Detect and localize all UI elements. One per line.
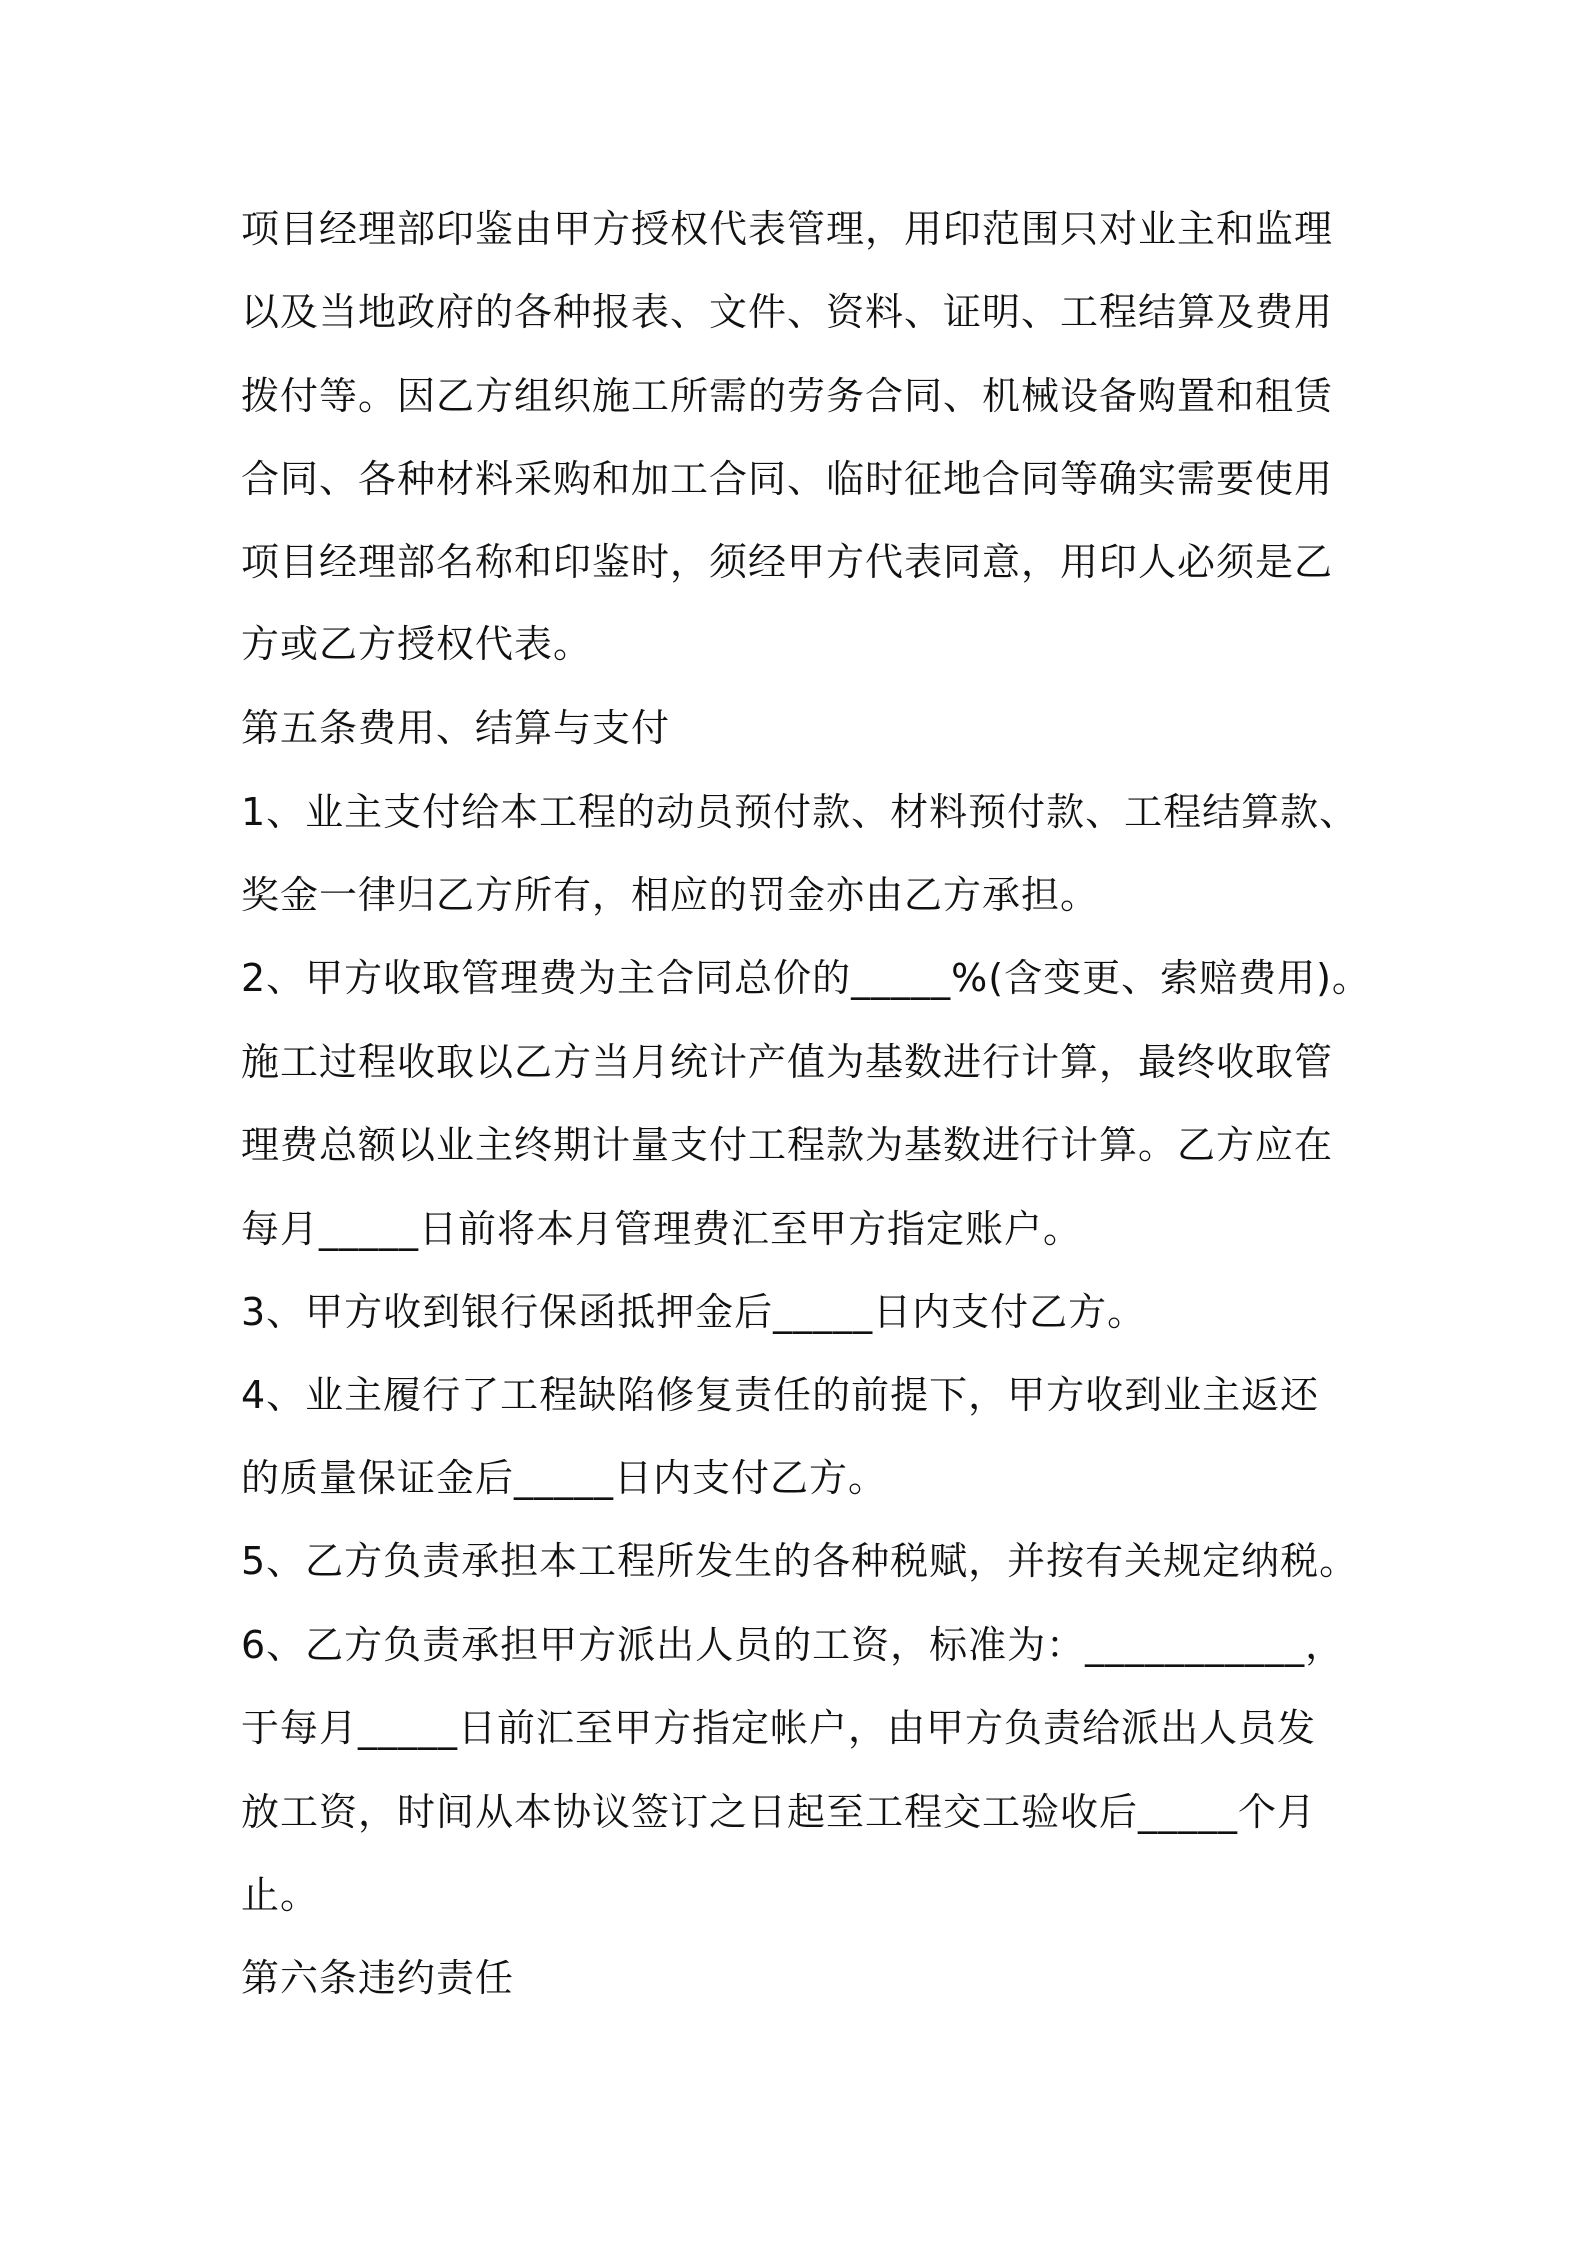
body-text-line: 以及当地政府的各种报表、文件、资料、证明、工程结算及费用 — [241, 290, 1334, 334]
body-text-line: 理费总额以业主终期计量支付工程款为基数进行计算。乙方应在 — [241, 1123, 1334, 1167]
body-text-line: 放工资，时间从本协议签订之日起至工程交工验收后_____个月 — [241, 1790, 1317, 1834]
body-text-line: 3、甲方收到银行保函抵押金后_____日内支付乙方。 — [241, 1290, 1147, 1334]
body-text-line: 于每月_____日前汇至甲方指定帐户，由甲方负责给派出人员发 — [241, 1706, 1317, 1750]
body-text-line: 合同、各种材料采购和加工合同、临时征地合同等确实需要使用 — [241, 457, 1334, 501]
body-text-line: 方或乙方授权代表。 — [241, 622, 593, 666]
body-text-line: 奖金一律归乙方所有，相应的罚金亦由乙方承担。 — [241, 873, 1100, 917]
body-text-line: 每月_____日前将本月管理费汇至甲方指定账户。 — [241, 1207, 1083, 1251]
body-text-line: 的质量保证金后_____日内支付乙方。 — [241, 1456, 888, 1500]
body-text-line: 4、业主履行了工程缺陷修复责任的前提下，甲方收到业主返还 — [241, 1373, 1320, 1417]
section-heading: 第五条费用、结算与支付 — [241, 706, 671, 750]
body-text-line: 6、乙方负责承担甲方派出人员的工资，标准为：___________， — [241, 1623, 1345, 1667]
body-text-line: 项目经理部印鉴由甲方授权代表管理，用印范围只对业主和监理 — [241, 207, 1334, 251]
body-text-line: 5、乙方负责承担本工程所发生的各种税赋，并按有关规定纳税。 — [241, 1539, 1359, 1583]
body-text-line: 施工过程收取以乙方当月统计产值为基数进行计算，最终收取管 — [241, 1040, 1334, 1084]
body-text-line: 项目经理部名称和印鉴时，须经甲方代表同意，用印人必须是乙 — [241, 540, 1334, 584]
body-text-line: 2、甲方收取管理费为主合同总价的_____%(含变更、索赔费用)。 — [241, 956, 1371, 1000]
body-text-line: 止。 — [241, 1873, 320, 1917]
section-heading: 第六条违约责任 — [241, 1956, 515, 2000]
body-text-line: 拨付等。因乙方组织施工所需的劳务合同、机械设备购置和租赁 — [241, 374, 1334, 418]
body-text-line: 1、业主支付给本工程的动员预付款、材料预付款、工程结算款、 — [241, 790, 1359, 834]
